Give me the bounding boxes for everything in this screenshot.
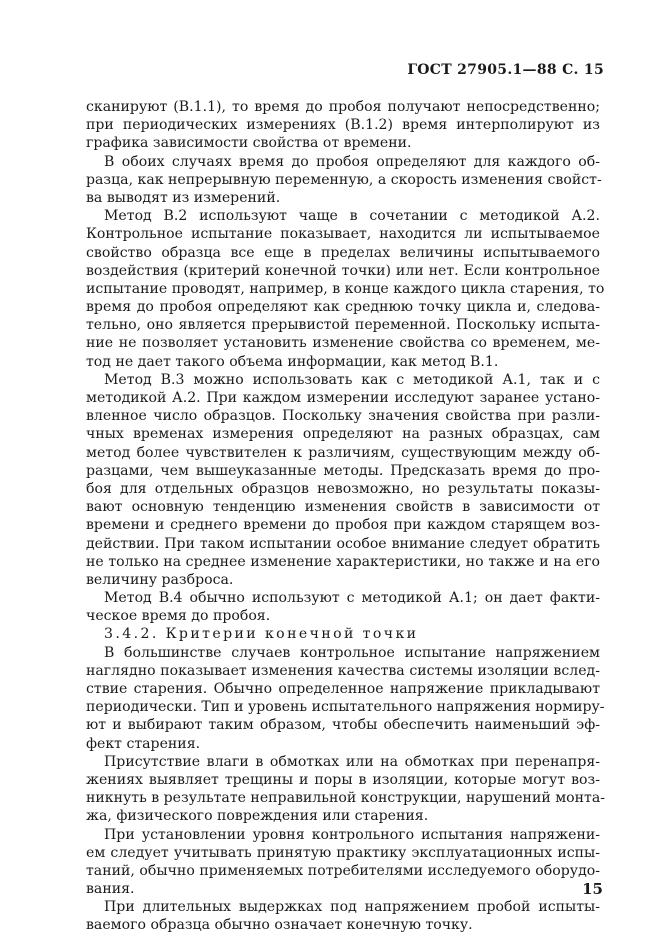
text-line: ствие старения. Обычно определенное напряжение прикладывают: [86, 681, 600, 697]
page-header: ГОСТ 27905.1—88 С. 15: [407, 62, 604, 78]
page-number: 15: [582, 880, 603, 898]
text-line: ва выводят из измерений.: [86, 189, 281, 206]
text-line: графика зависимости свойства от времени.: [86, 135, 412, 152]
text-line: ваемого образца обычно означает конечную точку.: [86, 917, 473, 934]
text-line: фект старения.: [86, 735, 201, 752]
text-line: испытание проводят, например, в конце каждого цикла старения, то: [86, 280, 605, 297]
text-line: разца, как непрерывную переменную, а скорость изменения свойст-: [86, 171, 602, 188]
text-line: Присутствие влаги в обмотках или на обмотках при перенапря-: [104, 753, 600, 770]
body-text: [86, 98, 606, 935]
text-line: никнуть в результате неправильной конструкции, нарушений монта-: [86, 790, 606, 807]
text-line: ческое время до пробоя.: [86, 608, 271, 625]
text-line: величину разброса.: [86, 571, 234, 588]
text-line: жа, физического повреждения или старения.: [86, 808, 429, 825]
text-line: метод более чувствителен к различиям, существующим между об-: [86, 444, 600, 461]
text-line: времени и среднего времени до пробоя при каждом старящем воз-: [86, 517, 600, 534]
text-line: свойство образца все еще в пределах величины испытываемого: [86, 244, 600, 261]
text-line: вания.: [86, 881, 135, 898]
text-line: При длительных выдержках под напряжением пробой испыты-: [104, 899, 600, 916]
text-line: В большинстве случаев контрольное испытание напряжением: [104, 644, 600, 661]
text-line: действии. При таком испытании особое внимание следует обратить: [86, 535, 600, 552]
text-line: ем следует учитывать принятую практику эксплуатационных испы-: [86, 844, 600, 861]
text-line: Метод В.2 используют чаще в сочетании с методикой А.2.: [104, 208, 600, 225]
text-line: вают основную тенденцию изменения свойств в зависимости от: [86, 499, 600, 516]
text-line: боя для отдельных образцов невозможно, но результаты показы-: [86, 480, 600, 497]
text-line: наглядно показывает изменения качества системы изоляции вслед-: [86, 662, 600, 679]
text-line: воздействия (критерий конечной точки) или нет. Если контрольное: [86, 262, 600, 279]
text-line: тельно, оно является прерывистой переменной. Поскольку испыта-: [86, 317, 600, 334]
text-line: тод не дает такого объема информации, как метод В.1.: [86, 353, 499, 370]
text-line: таний, обычно применяемых потребителями исследуемого оборудо-: [86, 862, 600, 879]
text-line: методикой А.2. При каждом измерении исследуют заранее устано-: [86, 390, 600, 406]
text-line: вленное число образцов. Поскольку значения свойства при разли-: [86, 408, 600, 425]
text-line: при периодических измерениях (В.1.2) время интерполируют из: [86, 117, 600, 134]
text-line: В обоих случаях время до пробоя определяют для каждого об-: [104, 153, 600, 170]
text-line: чных временах измерения определяют на разных образцах, сам: [86, 426, 600, 443]
text-line: время до пробоя определяют как среднюю точку цикла и, следова-: [86, 299, 600, 316]
text-line: При установлении уровня контрольного испытания напряжени-: [104, 826, 600, 843]
text-line: жениях выявляет трещины и поры в изоляции, которые могут воз-: [86, 771, 600, 788]
text-line: Контрольное испытание показывает, находится ли испытываемое: [86, 226, 600, 243]
text-line: разцами, чем вышеуказанные методы. Предсказать время до про-: [86, 462, 600, 479]
text-line: периодически. Тип и уровень испытательного напряжения нормиру-: [86, 699, 605, 716]
text-line: не только на среднее изменение характеристики, но также и на его: [86, 553, 600, 570]
section-heading: 3.4.2. Критерии конечной точки: [104, 626, 419, 643]
text-line: Метод В.4 обычно используют с методикой А.1; он дает факти-: [104, 590, 600, 607]
text-line: сканируют (В.1.1), то время до пробоя получают непосредственно;: [86, 99, 600, 115]
text-line: Метод В.3 можно использовать как с методикой А.1, так и с: [104, 371, 600, 388]
text-line: ние не позволяет установить изменение свойства со временем, ме-: [86, 335, 600, 352]
text-line: ют и выбирают таким образом, чтобы обеспечить наименьший эф-: [86, 717, 600, 734]
